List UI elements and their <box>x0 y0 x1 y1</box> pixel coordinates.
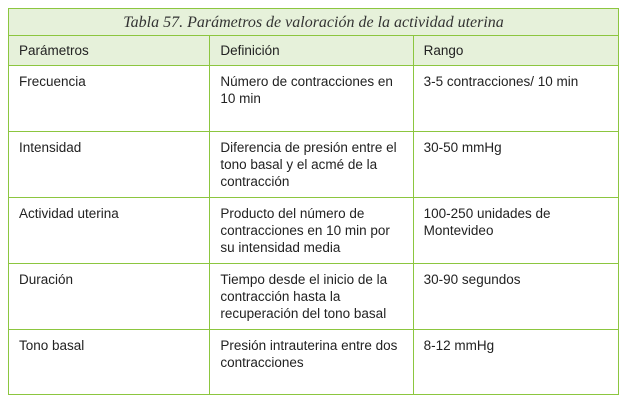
range-cell: 3-5 contracciones/ 10 min <box>413 66 618 132</box>
definition-cell: Producto del número de contracciones en 10 min por su intensidad media <box>210 198 413 264</box>
column-header-rango: Rango <box>413 36 618 66</box>
parameter-cell: Tono basal <box>9 330 210 395</box>
range-cell: 8-12 mmHg <box>413 330 618 395</box>
table-row <box>9 198 619 264</box>
definition-cell: Diferencia de presión entre el tono basal y el acmé de la contracción <box>210 132 413 198</box>
range-cell: 100-250 unidades de Montevideo <box>413 198 618 264</box>
table-row <box>9 330 619 395</box>
definition-cell: Presión intrauterina entre dos contracciones <box>210 330 413 395</box>
table-row <box>9 66 619 132</box>
range-cell: 30-50 mmHg <box>413 132 618 198</box>
table-header-row <box>9 36 619 66</box>
parameter-cell: Actividad uterina <box>9 198 210 264</box>
definition-cell: Número de contracciones en 10 min <box>210 66 413 132</box>
column-header-definicion: Definición <box>210 36 413 66</box>
table-caption-row <box>9 9 619 36</box>
parameter-cell: Intensidad <box>9 132 210 198</box>
definition-cell: Tiempo desde el inicio de la contracción hasta la recuperación del tono basal <box>210 264 413 330</box>
column-header-parametros: Parámetros <box>9 36 210 66</box>
uterine-activity-table <box>8 8 619 395</box>
table-row <box>9 132 619 198</box>
range-cell: 30-90 segundos <box>413 264 618 330</box>
table-caption: Tabla 57. Parámetros de valoración de la actividad uterina <box>9 9 619 36</box>
parameter-cell: Duración <box>9 264 210 330</box>
parameter-cell: Frecuencia <box>9 66 210 132</box>
table-row <box>9 264 619 330</box>
